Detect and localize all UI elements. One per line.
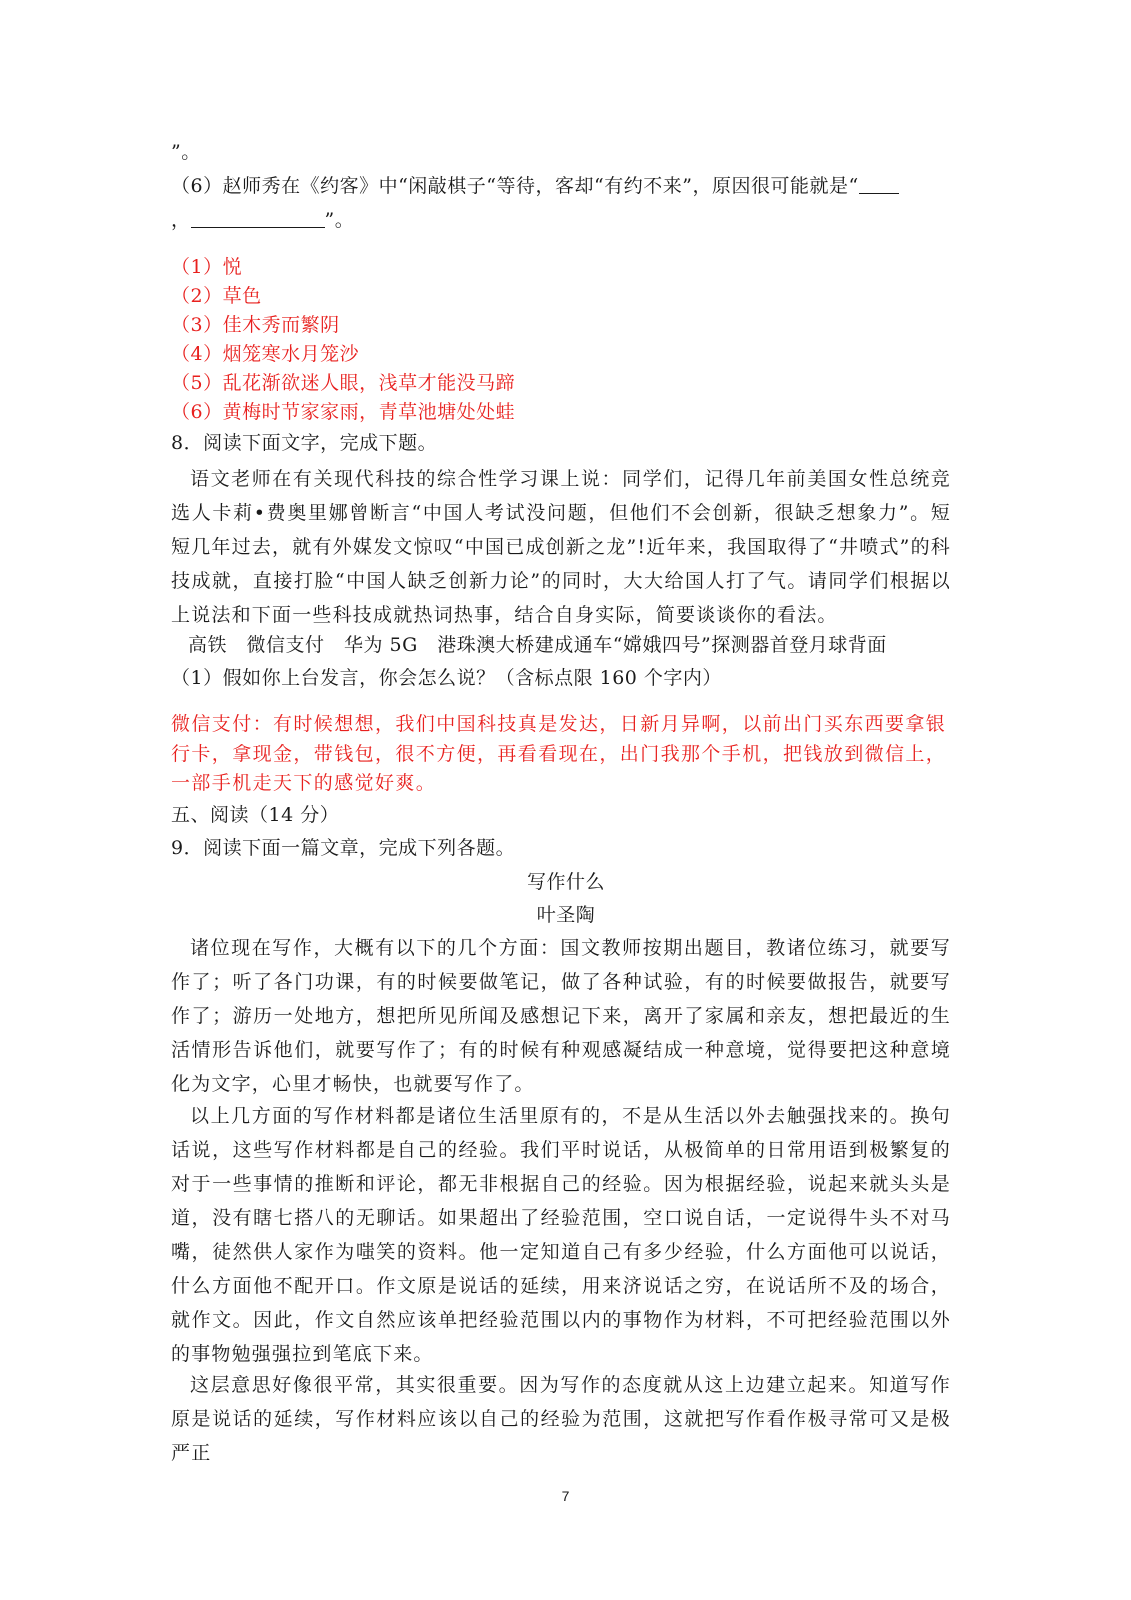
q7-item6-line2 bbox=[171, 207, 961, 233]
q8-sub1: （1）假如你上台发言，你会怎么说？（含标点限 160 个字内） bbox=[171, 667, 722, 689]
answer-item: （3）佳木秀而繁阴 bbox=[171, 314, 340, 336]
q9-heading: 9．阅读下面一篇文章，完成下列各题。 bbox=[171, 837, 516, 859]
answer-item: （4）烟笼寒水月笼沙 bbox=[171, 343, 360, 365]
page-number: 7 bbox=[561, 1488, 570, 1504]
q8-answer: 微信支付：有时候想想，我们中国科技真是发达，日新月异啊，以前出门买东西要拿银行卡，拿现金，带钱包，很不方便，再看看现在，出门我那个手机，把钱放到微信上，一部手机走天下的感觉好爽。 bbox=[171, 713, 947, 794]
q7-tail-quote: ”。 bbox=[171, 141, 201, 163]
article-paragraph-1: 诸位现在写作，大概有以下的几个方面：国文教师按期出题目，教诸位练习，就要写作了；听了各门功课，有的时候要做笔记，做了各种试验，有的时候要做报告，就要写作了；游历一处地方，想把所见所闻及感想记下来，离开了家属和亲友，想把最近的生活情形告诉他们，就要写作了；有的时候有种观感凝结成一种意境，觉得要把这种意境化为文字，心里才畅快，也就要写作了。 bbox=[171, 937, 951, 1095]
section5-heading: 五、阅读（14 分） bbox=[171, 804, 340, 826]
answer-item: （6）黄梅时节家家雨，青草池塘处处蛙 bbox=[171, 401, 516, 423]
answer-item: （1）悦 bbox=[171, 256, 243, 278]
article-paragraph-3: 这层意思好像很平常，其实很重要。因为写作的态度就从这上边建立起来。知道写作原是说话的延续，写作材料应该以自己的经验为范围，这就把写作看作极寻常可又是极严正 bbox=[171, 1374, 951, 1464]
q7-item6 bbox=[171, 173, 961, 199]
q8-heading: 8．阅读下面文字，完成下题。 bbox=[171, 432, 438, 454]
answer-blank bbox=[191, 207, 325, 228]
q8-paragraph: 语文老师在有关现代科技的综合性学习课上说：同学们，记得几年前美国女性总统竞选人卡莉•费奥里娜曾断言“中国人考试没问题，但他们不会创新，很缺乏想象力”。短短几年过去，就有外媒发文惊叹“中国已成创新之龙”!近年来，我国取得了“井喷式”的科技成就，直接打脸“中国人缺乏创新力论”的同时，大大给国人打了气。请同学们根据以上说法和下面一些科技成就热词热事，结合自身实际，简要谈谈你的看法。 bbox=[171, 468, 951, 626]
article-paragraph-2: 以上几方面的写作材料都是诸位生活里原有的，不是从生活以外去触强找来的。换句话说，这些写作材料都是自己的经验。我们平时说话，从极简单的日常用语到极繁复的对于一些事情的推断和评论，都无非根据自己的经验。因为根据经验，说起来就头头是道，没有瞎七搭八的无聊话。如果超出了经验范围，空口说自话，一定说得牛头不对马嘴，徒然供人家作为嗤笑的资料。他一定知道自己有多少经验，什么方面他可以说话，什么方面他不配开口。作文原是说话的延续，用来济说话之穷，在说话所不及的场合，就作文。因此，作文自然应该单把经验范围以内的事物作为材料，不可把经验范围以外的事物勉强强拉到笔底下来。 bbox=[171, 1105, 951, 1365]
article-author: 叶圣陶 bbox=[536, 904, 596, 926]
q7-item6-comma: ， bbox=[171, 209, 191, 231]
article-title: 写作什么 bbox=[526, 871, 605, 893]
answer-blank bbox=[859, 173, 899, 194]
q7-item6-end: ”。 bbox=[324, 209, 355, 231]
q7-item6-text: （6）赵师秀在《约客》中“闲敲棋子“等待，客却“有约不来”，原因很可能就是“ bbox=[171, 175, 859, 197]
q8-hot-words: 高铁 微信支付 华为 5G 港珠澳大桥建成通车“嫦娥四号”探测器首登月球背面 bbox=[188, 634, 887, 656]
answer-item: （5）乱花渐欲迷人眼，浅草才能没马蹄 bbox=[171, 372, 516, 394]
answer-item: （2）草色 bbox=[171, 285, 262, 307]
